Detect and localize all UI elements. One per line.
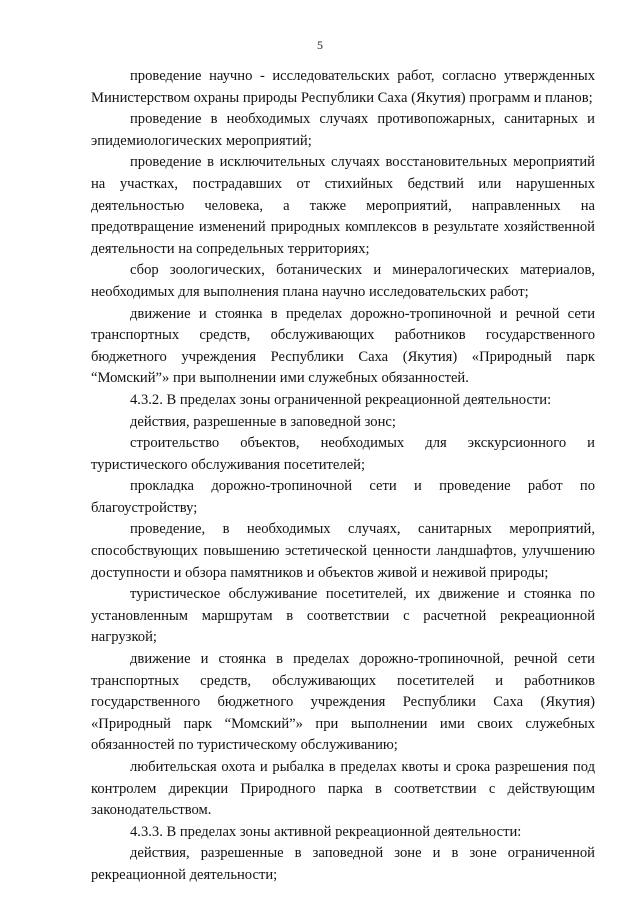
paragraph: проведение в необходимых случаях противопожарных, санитарных и эпидемиологических мероприятий; (91, 111, 595, 149)
paragraph: строительство объектов, необходимых для экскурсионного и туристического обслуживания посетителей; (91, 435, 595, 473)
paragraph: движение и стоянка в пределах дорожно-тропиночной и речной сети транспортных средств, обслуживающих работников государственного бюджетного учреждения Республики Саха (Якутия) «Природный парк “Момский”» при выполнении ими служебных обязанностей. (91, 305, 595, 387)
paragraph: прокладка дорожно-тропиночной сети и проведение работ по благоустройству; (91, 478, 595, 516)
paragraph: туристическое обслуживание посетителей, их движение и стоянка по установленным маршрутам в соответствии с расчетной рекреационной нагрузкой; (91, 586, 595, 646)
paragraph: любительская охота и рыбалка в пределах квоты и срока разрешения под контролем дирекции Природного парка в соответствии с действующим законодательством. (91, 759, 595, 819)
paragraph: проведение научно - исследовательских работ, согласно утвержденных Министерством охраны природы Республики Саха (Якутия) программ и планов; (91, 68, 595, 106)
paragraph: движение и стоянка в пределах дорожно-тропиночной, речной сети транспортных средств, обслуживающих посетителей и работников государственного бюджетного учреждения Республики Саха (Якутия) «Природный парк “Момский”» при выполнении ими своих служебных обязанностей по туристическому обслуживанию; (91, 651, 595, 754)
paragraph: проведение в исключительных случаях восстановительных мероприятий на участках, пострадавших от стихийных бедствий или нарушенных деятельностью человека, а также мероприятий, направленных на предотвращение изменений природных комплексов в результате хозяйственной деятельности на сопредельных территориях; (91, 154, 595, 257)
paragraph: сбор зоологических, ботанических и минералогических материалов, необходимых для выполнения плана научно исследовательских работ; (91, 262, 595, 300)
paragraph: действия, разрешенные в заповедной зонс; (130, 413, 396, 430)
document-body (91, 66, 595, 887)
paragraph: проведение, в необходимых случаях, санитарных мероприятий, способствующих повышению эстетической ценности ландшафтов, улучшению доступности и обзора памятников и объектов живой и неживой природы; (91, 521, 595, 581)
section-heading: 4.3.2. В пределах зоны ограниченной рекреационной деятельности: (130, 391, 552, 408)
page-number: 5 (317, 38, 323, 52)
paragraph: действия, разрешенные в заповедной зоне и в зоне ограниченной рекреационной деятельности; (91, 845, 595, 883)
section-heading: 4.3.3. В пределах зоны активной рекреационной деятельности: (130, 823, 522, 840)
